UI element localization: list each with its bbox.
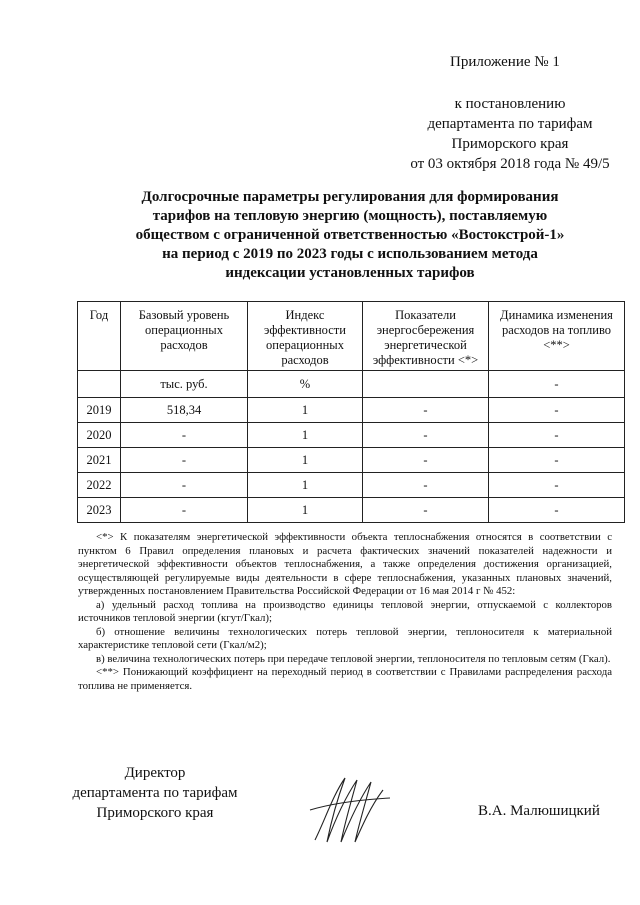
table-cell: 2020 <box>78 423 121 448</box>
footnote-item-c: в) величина технологических потерь при передаче тепловой энергии, теплоносителя по тепловым сетям (Гкал). <box>96 652 611 665</box>
footnote-energy-efficiency: <*> К показателям энергетической эффективности объекта теплоснабжения относятся в соответствии с пунктом 6 Правил определения плановых и расчета фактических значений показателей надежности и энергетической эффективности объектов теплоснабжения, а также определения достижения организацией, осуществляющей регулируемые виды деятельности в сфере теплоснабжения, указанных плановых значений, утвержденных постановлением Правительства Российской Федерации от 16 мая 2014 г № 452: <box>78 531 612 597</box>
table-cell: - <box>121 498 248 523</box>
table-units-row <box>78 371 625 398</box>
table-header-row <box>78 302 625 371</box>
table-cell: 518,34 <box>121 398 248 423</box>
table-cell: - <box>121 448 248 473</box>
table-cell: - <box>489 371 625 398</box>
appendix-line: от 03 октября 2018 года № 49/5 <box>410 156 610 172</box>
table-cell: - <box>363 498 489 523</box>
header-energy-saving: Показатели энергосбережения энергетической эффективности <*> <box>363 302 489 371</box>
table-cell: тыс. руб. <box>121 371 248 398</box>
signatory-position <box>55 763 255 823</box>
document-title <box>70 188 630 283</box>
footnotes <box>78 531 612 693</box>
parameters-table <box>77 301 625 523</box>
table-cell: 1 <box>248 448 363 473</box>
table-cell: 1 <box>248 473 363 498</box>
signatory-name: В.А. Малюшицкий <box>478 803 600 819</box>
table-cell: - <box>363 448 489 473</box>
table-cell: - <box>121 423 248 448</box>
table-cell: % <box>248 371 363 398</box>
position-line: департамента по тарифам <box>72 785 238 801</box>
appendix-number: Приложение № 1 <box>450 54 560 70</box>
table-cell: 2022 <box>78 473 121 498</box>
table-cell: - <box>363 423 489 448</box>
appendix-line: к постановлению <box>454 96 566 112</box>
table-row <box>78 398 625 423</box>
title-line: тарифов на тепловую энергию (мощность), поставляемую <box>152 208 548 224</box>
table-row <box>78 473 625 498</box>
header-year: Год <box>78 302 121 371</box>
footnote-fuel: <**> Понижающий коэффициент на переходный период в соответствии с Правилами распределения расхода топлива не применяется. <box>78 666 612 692</box>
title-line: индексации установленных тарифов <box>225 265 475 281</box>
table-cell: - <box>121 473 248 498</box>
table-cell: 2021 <box>78 448 121 473</box>
title-line: на период с 2019 по 2023 годы с использованием метода <box>162 246 538 262</box>
table-cell: - <box>489 498 625 523</box>
handwritten-signature <box>305 770 395 850</box>
appendix-block <box>400 52 620 174</box>
table-cell: - <box>489 473 625 498</box>
appendix-line: департамента по тарифам <box>427 116 593 132</box>
appendix-line: Приморского края <box>451 136 569 152</box>
table-cell: 1 <box>248 498 363 523</box>
table-cell <box>78 371 121 398</box>
table-row <box>78 448 625 473</box>
table-cell <box>363 371 489 398</box>
table-cell: 2023 <box>78 498 121 523</box>
table-cell: 2019 <box>78 398 121 423</box>
table-cell: 1 <box>248 398 363 423</box>
table-cell: - <box>489 398 625 423</box>
header-efficiency-index: Индекс эффективности операционных расходов <box>248 302 363 371</box>
table-cell: - <box>363 398 489 423</box>
table-row <box>78 423 625 448</box>
header-base-opex: Базовый уровень операционных расходов <box>121 302 248 371</box>
header-fuel-dynamics: Динамика изменения расходов на топливо <**> <box>489 302 625 371</box>
table-cell: - <box>363 473 489 498</box>
position-line: Приморского края <box>96 805 214 821</box>
footnote-item-a: а) удельный расход топлива на производство единицы тепловой энергии, отпускаемой с коллекторов источников тепловой энергии (кгут/Гкал); <box>78 598 612 624</box>
table-cell: - <box>489 423 625 448</box>
table-row <box>78 498 625 523</box>
title-line: обществом с ограниченной ответственностью «Востокстрой-1» <box>135 227 565 243</box>
position-line: Директор <box>124 765 186 781</box>
title-line: Долгосрочные параметры регулирования для формирования <box>141 189 559 205</box>
table-cell: - <box>489 448 625 473</box>
table-cell: 1 <box>248 423 363 448</box>
footnote-item-b: б) отношение величины технологических потерь тепловой энергии, теплоносителя к материальной характеристике тепловой сети (Гкал/м2); <box>78 625 612 651</box>
